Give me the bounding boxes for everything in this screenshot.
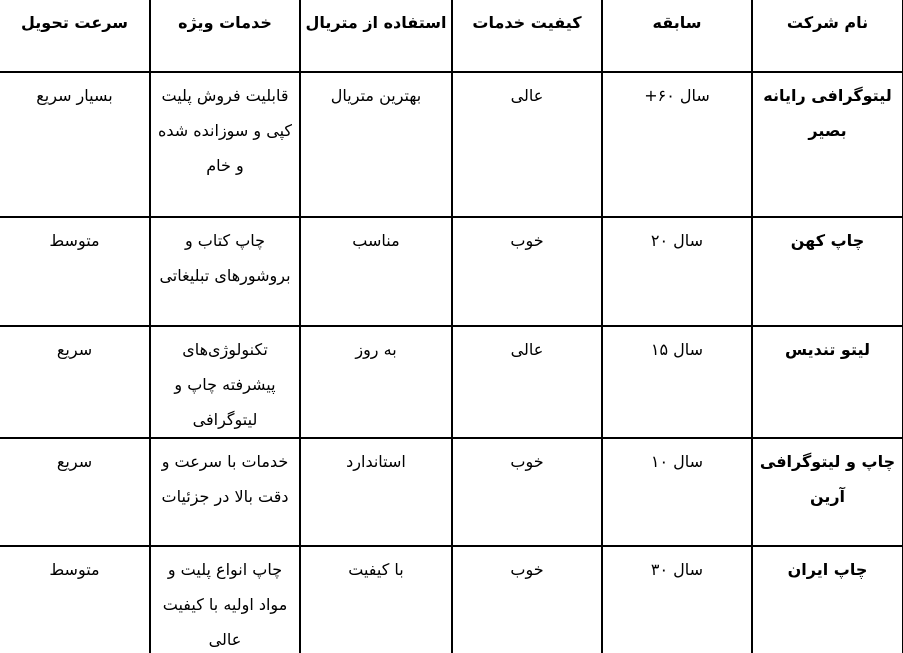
cell-service-quality: عالی	[452, 326, 602, 438]
table-row	[0, 72, 903, 217]
column-header-material-usage: استفاده از متریال	[300, 0, 452, 72]
cell-material-usage: بهترین متریال	[300, 72, 452, 217]
cell-delivery-speed: سریع	[0, 438, 150, 546]
cell-special-services: قابلیت فروش پلیت کپی و سوزانده شده و خام	[150, 72, 300, 217]
cell-special-services: چاپ کتاب و بروشورهای تبلیغاتی	[150, 217, 300, 326]
cell-delivery-speed: متوسط	[0, 546, 150, 653]
table-header-row	[0, 0, 903, 72]
cell-company-name: لیتو تندیس	[752, 326, 903, 438]
table-row	[0, 546, 903, 653]
cell-experience: سال ۶۰+	[602, 72, 752, 217]
cell-service-quality: خوب	[452, 438, 602, 546]
cell-special-services: خدمات با سرعت و دقت بالا در جزئیات	[150, 438, 300, 546]
table-row	[0, 326, 903, 438]
cell-material-usage: با کیفیت	[300, 546, 452, 653]
cell-delivery-speed: متوسط	[0, 217, 150, 326]
cell-experience: سال ۳۰	[602, 546, 752, 653]
cell-company-name: چاپ و لیتوگرافی آرین	[752, 438, 903, 546]
cell-company-name: چاپ ایران	[752, 546, 903, 653]
cell-company-name: چاپ کهن	[752, 217, 903, 326]
cell-company-name: لیتوگرافی رایانه بصیر	[752, 72, 903, 217]
column-header-company-name: نام شرکت	[752, 0, 903, 72]
cell-experience: سال ۱۰	[602, 438, 752, 546]
cell-experience: سال ۱۵	[602, 326, 752, 438]
cell-service-quality: خوب	[452, 217, 602, 326]
cell-special-services: چاپ انواع پلیت و مواد اولیه با کیفیت عالی	[150, 546, 300, 653]
column-header-special-services: خدمات ویژه	[150, 0, 300, 72]
column-header-experience: سابقه	[602, 0, 752, 72]
cell-delivery-speed: سریع	[0, 326, 150, 438]
cell-delivery-speed: بسیار سریع	[0, 72, 150, 217]
cell-material-usage: به روز	[300, 326, 452, 438]
column-header-delivery-speed: سرعت تحویل	[0, 0, 150, 72]
table-row	[0, 438, 903, 546]
cell-material-usage: مناسب	[300, 217, 452, 326]
cell-experience: سال ۲۰	[602, 217, 752, 326]
cell-service-quality: خوب	[452, 546, 602, 653]
table-row	[0, 217, 903, 326]
column-header-service-quality: کیفیت خدمات	[452, 0, 602, 72]
cell-material-usage: استاندارد	[300, 438, 452, 546]
cell-service-quality: عالی	[452, 72, 602, 217]
cell-special-services: تکنولوژی‌های پیشرفته چاپ و لیتوگرافی	[150, 326, 300, 438]
